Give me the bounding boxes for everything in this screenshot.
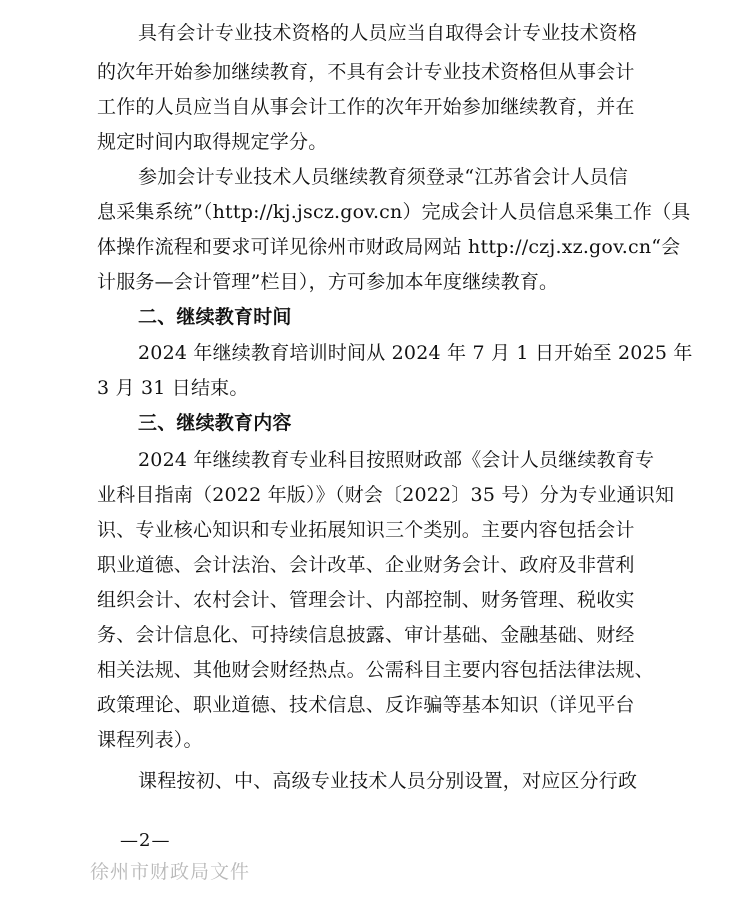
paragraph-4-line-8: 政策理论、职业道德、技术信息、反诈骗等基本知识（详见平台 xyxy=(97,694,635,716)
paragraph-4-line-7: 相关法规、其他财会财经热点。公需科目主要内容包括法律法规、 xyxy=(97,659,654,681)
paragraph-4-line-2: 业科目指南（2022 年版）》（财会〔2022〕35 号）分为专业通识知 xyxy=(97,484,675,506)
paragraph-3-line-1: 2024 年继续教育培训时间从 2024 年 7 月 1 日开始至 2025 年 xyxy=(138,342,693,364)
section-heading-time: 二、继续教育时间 xyxy=(138,306,292,328)
section-heading-content: 三、继续教育内容 xyxy=(138,412,292,434)
paragraph-3-line-2: 3 月 31 日结束。 xyxy=(97,377,249,399)
paragraph-4-line-5: 组织会计、农村会计、管理会计、内部控制、财务管理、税收实 xyxy=(97,589,635,611)
paragraph-4-line-3: 识、专业核心知识和专业拓展知识三个类别。主要内容包括会计 xyxy=(97,519,635,541)
paragraph-2-line-2: 息采集系统”（http://kj.jscz.gov.cn）完成会计人员信息采集工作（具 xyxy=(97,201,691,223)
paragraph-4-line-4: 职业道德、会计法治、会计改革、企业财务会计、政府及非营利 xyxy=(97,554,635,576)
paragraph-4-line-1: 2024 年继续教育专业科目按照财政部《会计人员继续教育专 xyxy=(138,449,655,471)
paragraph-4-line-9: 课程列表）。 xyxy=(97,729,203,751)
watermark-text: 徐州市财政局文件 xyxy=(90,861,251,883)
paragraph-1-line-4: 规定时间内取得规定学分。 xyxy=(97,131,328,153)
paragraph-2-line-3: 体操作流程和要求可详见徐州市财政局网站 http://czj.xz.gov.cn“会 xyxy=(97,236,681,258)
paragraph-1-line-2: 的次年开始参加继续教育，不具有会计专业技术资格但从事会计 xyxy=(97,61,635,83)
paragraph-2-line-4: 计服务—会计管理”栏目），方可参加本年度继续教育。 xyxy=(97,271,559,293)
paragraph-5-line-1: 课程按初、中、高级专业技术人员分别设置，对应区分行政 xyxy=(138,770,638,792)
paragraph-1-line-1: 具有会计专业技术资格的人员应当自取得会计专业技术资格 xyxy=(138,22,638,44)
paragraph-4-line-6: 务、会计信息化、可持续信息披露、审计基础、金融基础、财经 xyxy=(97,624,635,646)
page-number: —2— xyxy=(120,830,171,851)
paragraph-2-line-1: 参加会计专业技术人员继续教育须登录“江苏省会计人员信 xyxy=(138,166,628,188)
paragraph-1-line-3: 工作的人员应当自从事会计工作的次年开始参加继续教育，并在 xyxy=(97,96,635,118)
